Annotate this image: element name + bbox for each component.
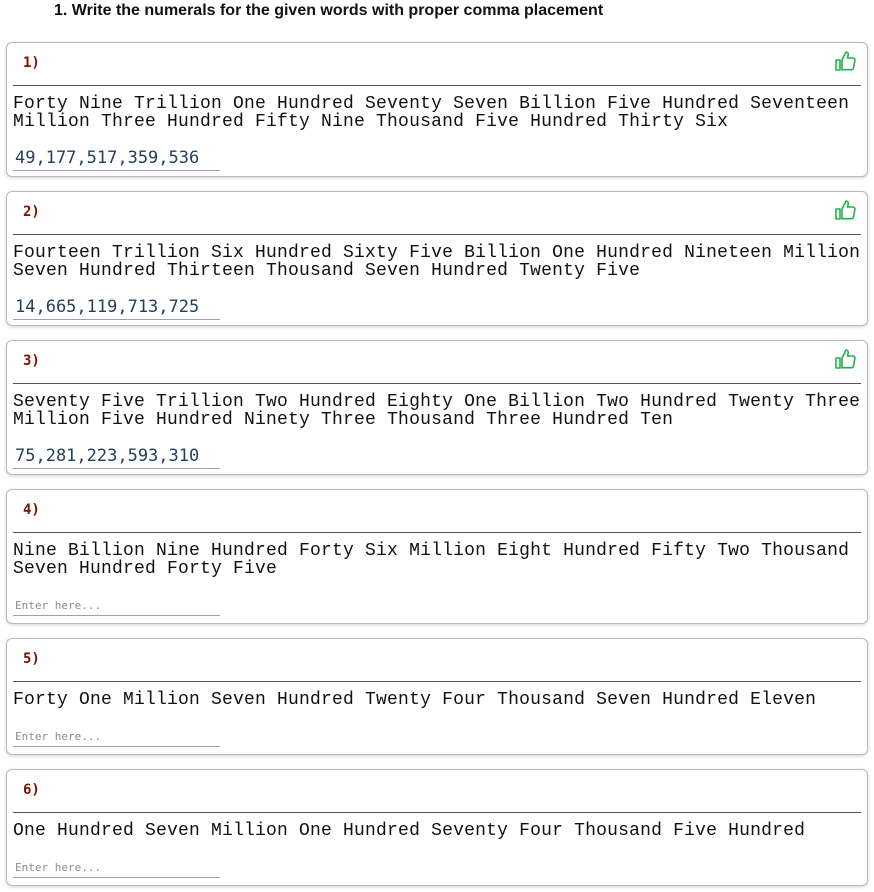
divider: [13, 234, 861, 235]
question-card-2: [6, 191, 868, 326]
question-number: 4): [23, 502, 40, 518]
number-words: Nine Billion Nine Hundred Forty Six Million Eight Hundred Fifty Two Thousand Seven Hundred Forty Five: [13, 541, 850, 579]
question-number: 1): [23, 55, 40, 71]
question-card-1: [6, 42, 868, 177]
divider: [13, 383, 861, 384]
number-words: Fourteen Trillion Six Hundred Sixty Five Billion One Hundred Nineteen Million Seven Hundred Thirteen Thousand Seven Hundred Twenty Five: [13, 243, 861, 281]
answer-input[interactable]: [13, 859, 220, 878]
thumbs-up-icon: [833, 49, 857, 73]
question-card-6: [6, 769, 868, 886]
number-words: Forty Nine Trillion One Hundred Seventy Seven Billion Five Hundred Seventeen Million Three Hundred Fifty Nine Thousand Five Hundred Thirty Six: [13, 94, 850, 132]
divider: [13, 681, 861, 682]
answer-field[interactable]: 75,281,223,593,310: [13, 444, 220, 469]
thumbs-up-icon: [833, 198, 857, 222]
question-card-4: [6, 489, 868, 624]
question-number: 2): [23, 204, 40, 220]
number-words: One Hundred Seven Million One Hundred Seventy Four Thousand Five Hundred: [13, 821, 806, 841]
divider: [13, 532, 861, 533]
thumbs-up-icon: [833, 347, 857, 371]
question-number: 6): [23, 782, 40, 798]
question-card-5: [6, 638, 868, 755]
instruction-heading: 1. Write the numerals for the given words with proper comma placement: [54, 2, 604, 19]
answer-input[interactable]: [13, 597, 220, 616]
answer-input[interactable]: [13, 728, 220, 747]
divider: [13, 85, 861, 86]
divider: [13, 812, 861, 813]
number-words: Seventy Five Trillion Two Hundred Eighty One Billion Two Hundred Twenty Three Million Five Hundred Ninety Three Thousand Three Hundred Ten: [13, 392, 861, 430]
number-words: Forty One Million Seven Hundred Twenty Four Thousand Seven Hundred Eleven: [13, 690, 817, 710]
question-card-3: [6, 340, 868, 475]
answer-field[interactable]: 49,177,517,359,536: [13, 146, 220, 171]
question-number: 3): [23, 353, 40, 369]
question-number: 5): [23, 651, 40, 667]
answer-field[interactable]: 14,665,119,713,725: [13, 295, 220, 320]
